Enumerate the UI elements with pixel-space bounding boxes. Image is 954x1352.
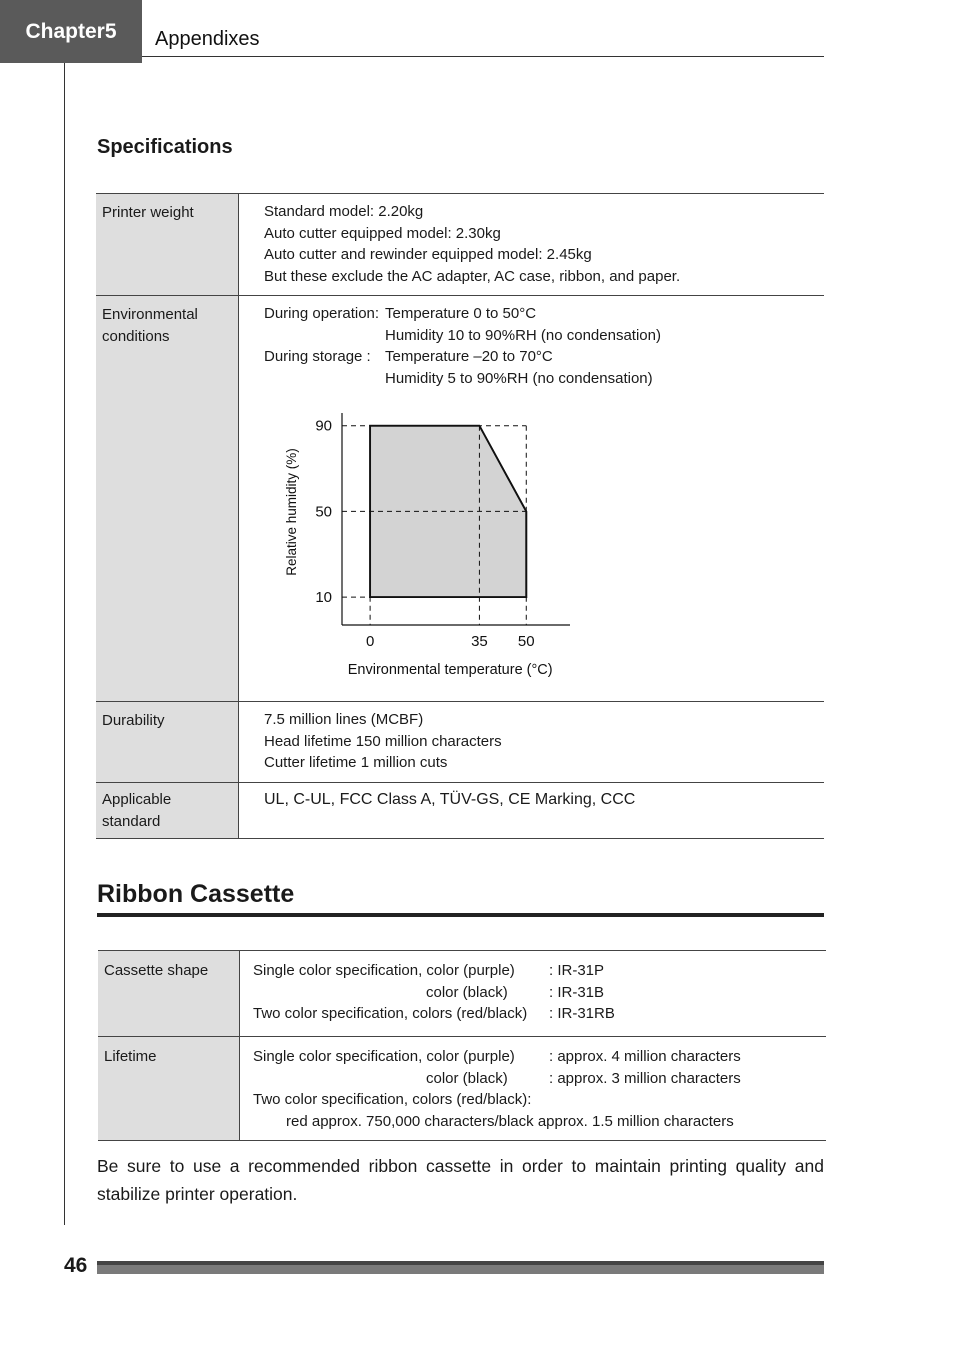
cassette-shape-model: : IR-31RB	[549, 1005, 615, 1022]
storage-humidity-row	[264, 368, 824, 390]
cassette-shape-key: Two color specification, colors (red/black)	[253, 1005, 528, 1022]
cassette-shape-label: Cassette shape	[98, 951, 240, 1037]
operating-range-area	[370, 426, 526, 597]
operation-humidity-row	[264, 325, 824, 347]
printer-weight-line: But these exclude the AC adapter, AC case, ribbon, and paper.	[264, 267, 681, 285]
cassette-shape-row	[253, 1003, 826, 1025]
printer-weight-line: Auto cutter equipped model: 2.30kg	[264, 224, 501, 242]
durability-label: Durability	[96, 702, 239, 783]
operation-temp: Temperature 0 to 50°C	[385, 305, 537, 322]
specifications-heading: Specifications	[97, 136, 233, 158]
printer-weight-label: Printer weight	[96, 194, 239, 296]
lifetime-line: Two color specification, colors (red/black):	[253, 1091, 532, 1108]
cassette-shape-key: color (black)	[426, 983, 508, 1001]
humidity-chart	[274, 403, 614, 693]
storage-temp-row	[264, 346, 824, 368]
y-tick-label: 10	[315, 589, 332, 607]
table-row	[98, 951, 826, 1037]
table-row	[96, 702, 824, 783]
lifetime-label: Lifetime	[98, 1037, 240, 1141]
ribbon-note: Be sure to use a recommended ribbon cassette in order to maintain printing quality and stabilize printer operation.	[97, 1156, 824, 1204]
y-tick-label: 90	[315, 417, 332, 435]
table-row	[96, 296, 824, 702]
humidity-chart-svg	[274, 403, 614, 693]
x-tick-label: 35	[471, 633, 488, 650]
cassette-shape-key: Single color specification, color (purple)	[253, 962, 515, 979]
environmental-label-line: Environmental	[102, 306, 198, 323]
storage-humidity: Humidity 5 to 90%RH (no condensation)	[385, 369, 653, 387]
left-margin-rule	[64, 63, 65, 1225]
y-axis-label: Relative humidity (%)	[284, 448, 299, 576]
storage-label: During storage :	[264, 348, 371, 365]
durability-line: Head lifetime 150 million characters	[264, 732, 502, 750]
ribbon-cassette-table	[98, 950, 826, 1141]
ribbon-cassette-heading: Ribbon Cassette	[97, 880, 295, 908]
x-tick-label: 0	[365, 633, 375, 650]
lifetime-row	[253, 1068, 826, 1090]
table-row	[98, 1037, 826, 1141]
lifetime-amount: : approx. 3 million characters	[549, 1069, 741, 1087]
header-title: Appendixes	[155, 28, 260, 50]
specifications-table	[96, 193, 824, 839]
environmental-value	[239, 296, 825, 702]
standard-label: Applicable standard	[96, 783, 239, 839]
operation-humidity: Humidity 10 to 90%RH (no condensation)	[385, 326, 661, 344]
header-rule	[142, 56, 824, 57]
cassette-shape-model: : IR-31P	[549, 962, 605, 979]
footer-bar	[97, 1261, 824, 1274]
lifetime-key: Single color specification, color (purple)	[253, 1048, 515, 1065]
operation-temp-row	[264, 303, 824, 325]
printer-weight-line: Standard model: 2.20kg	[264, 203, 424, 220]
durability-value	[239, 702, 825, 783]
lifetime-line: red approx. 750,000 characters/black approx. 1.5 million characters	[286, 1112, 734, 1130]
cassette-shape-row	[253, 982, 826, 1004]
lifetime-amount: : approx. 4 million characters	[549, 1048, 741, 1065]
table-row	[96, 783, 824, 839]
storage-temp: Temperature –20 to 70°C	[385, 348, 553, 365]
lifetime-row	[253, 1046, 826, 1068]
x-axis-label: Environmental temperature (°C)	[347, 662, 553, 678]
cassette-shape-model: : IR-31B	[549, 983, 605, 1001]
table-row	[96, 194, 824, 296]
environmental-label	[96, 296, 239, 702]
printer-weight-line: Auto cutter and rewinder equipped model: 2.45kg	[264, 246, 592, 263]
y-tick-label: 50	[315, 503, 332, 521]
cassette-shape-value	[240, 951, 827, 1037]
printer-weight-value	[239, 194, 825, 296]
lifetime-value	[240, 1037, 827, 1141]
standard-value: UL, C-UL, FCC Class A, TÜV-GS, CE Marking, CCC	[264, 791, 636, 808]
operation-label: During operation:	[264, 305, 380, 322]
lifetime-key: color (black)	[426, 1069, 508, 1087]
ribbon-heading-rule	[97, 913, 824, 917]
durability-line: Cutter lifetime 1 million cuts	[264, 754, 448, 771]
chapter-tab: Chapter5	[0, 0, 142, 63]
x-tick-label: 50	[517, 633, 535, 650]
durability-line: 7.5 million lines (MCBF)	[264, 711, 424, 728]
environmental-label-line: conditions	[102, 327, 170, 345]
cassette-shape-row	[253, 960, 826, 982]
page-number: 46	[64, 1254, 88, 1277]
